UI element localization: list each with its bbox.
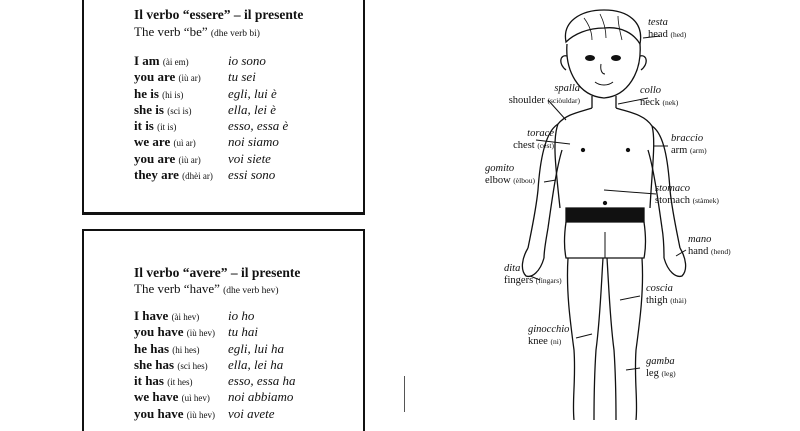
table-row [134, 69, 354, 85]
italian-form: essi sono [228, 167, 276, 183]
label-stomach: stomaco stomach (stàmek) [655, 183, 719, 206]
italian-form: noi abbiamo [228, 389, 294, 405]
english-form: you have (iù hev) [134, 405, 215, 421]
table-row [134, 324, 354, 340]
english-form: she is (sci is) [134, 101, 192, 117]
italian-form: egli, lui ha [228, 340, 284, 356]
english-form: we have (uì hev) [134, 389, 210, 405]
italian-form: io ho [228, 308, 255, 323]
table-row [134, 341, 354, 357]
italian-form: ella, lei ha [228, 356, 284, 372]
left-leg [567, 258, 603, 420]
avere-subtitle-text: The verb “have” [134, 281, 220, 296]
label-chest: torace chest (cest) [513, 128, 554, 151]
italian-form: esso, essa è [228, 118, 289, 134]
italian-form: tu sei [228, 69, 256, 85]
english-form: he has (hi hes) [134, 340, 200, 356]
avere-title: Il verbo “avere” – il presente [134, 265, 301, 280]
avere-subtitle [134, 281, 279, 297]
avere-rows [134, 308, 354, 422]
hair [565, 10, 640, 44]
essere-subtitle-text: The verb “be” [134, 24, 208, 39]
right-leg [607, 258, 643, 420]
italian-form: ella, lei è [228, 101, 277, 117]
avere-table [82, 229, 365, 431]
label-elbow: gomito elbow (èlbou) [485, 163, 535, 186]
english-form: we are (uì ar) [134, 134, 196, 150]
label-neck: collo neck (nek) [640, 85, 679, 108]
english-form: he is (hi is) [134, 85, 184, 101]
table-row [134, 86, 354, 102]
italian-form: tu hai [228, 324, 258, 340]
label-shoulder: spalla shoulder (sciòuldar) [508, 83, 580, 106]
italian-form: voi siete [228, 150, 271, 166]
english-form: she has (sci hes) [134, 356, 208, 372]
table-row [134, 308, 354, 324]
english-form: you are (iù ar) [134, 69, 201, 85]
english-form: it is (it is) [134, 118, 177, 134]
label-knee: ginocchio knee (ni) [528, 324, 570, 347]
label-head: testa head (hed) [648, 17, 687, 40]
label-leg: gamba leg (leg) [646, 356, 676, 379]
table-row [134, 151, 354, 167]
label-arm: braccio arm (arm) [671, 133, 707, 156]
table-row [134, 357, 354, 373]
table-row [134, 167, 354, 183]
table-row [134, 118, 354, 134]
english-form: I have (ài hev) [134, 308, 200, 323]
italian-form: voi avete [228, 405, 275, 421]
essere-table [82, 0, 365, 215]
table-row [134, 102, 354, 118]
margin-line [404, 376, 405, 412]
label-hand: mano hand (hend) [688, 234, 731, 257]
waistband [566, 208, 644, 222]
english-form: they are (dhèi ar) [134, 167, 213, 183]
table-row [134, 134, 354, 150]
essere-subtitle [134, 24, 260, 40]
label-thigh: coscia thigh (thài) [646, 283, 687, 306]
essere-rows [134, 53, 354, 183]
english-form: I am (ài em) [134, 53, 189, 68]
italian-form: noi siamo [228, 134, 279, 150]
table-row [134, 53, 354, 69]
english-form: you are (iù ar) [134, 150, 201, 166]
italian-form: io sono [228, 53, 266, 68]
essere-title: Il verbo “essere” – il presente [134, 7, 304, 22]
italian-form: egli, lui è [228, 85, 277, 101]
table-row [134, 389, 354, 405]
italian-form: esso, essa ha [228, 373, 296, 389]
english-form: you have (iù hev) [134, 324, 215, 340]
avere-subtitle-pron: (dhe verb hev) [223, 286, 279, 296]
label-fingers: dita fingers (fìngars) [504, 263, 562, 286]
english-form: it has (it hes) [134, 373, 193, 389]
table-row [134, 373, 354, 389]
essere-subtitle-pron: (dhe verb bi) [210, 29, 260, 39]
body-figure-illustration [480, 0, 800, 420]
